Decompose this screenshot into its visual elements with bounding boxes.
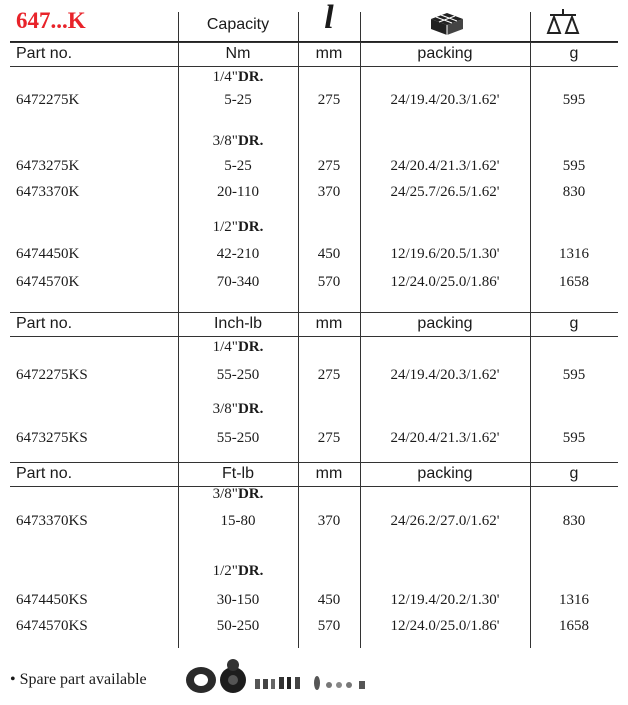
box-icon (427, 10, 467, 36)
column-divider (360, 12, 361, 42)
capacity-range: 55-250 (216, 367, 260, 383)
drive-fraction: 3/8" (212, 133, 238, 149)
drive-label: DR. (237, 133, 264, 149)
drive-label: DR. (237, 219, 264, 235)
packing-info: 24/26.2/27.0/1.62' (390, 513, 500, 529)
length-mm: 370 (317, 184, 341, 200)
capacity-range: 5-25 (224, 92, 252, 108)
weight-g: 1658 (559, 618, 589, 634)
column-divider (530, 42, 531, 312)
drive-fraction: 3/8" (212, 486, 238, 502)
weight-g: 1658 (559, 274, 589, 290)
packing-info: 12/24.0/25.0/1.86' (390, 274, 500, 290)
section-top-rule (10, 42, 618, 43)
drive-label: DR. (237, 339, 264, 355)
drive-label: DR. (237, 486, 264, 502)
length-mm: 450 (317, 592, 341, 608)
drive-size (178, 69, 298, 86)
column-header: packing (417, 45, 473, 62)
column-header: packing (417, 465, 473, 482)
column-divider (530, 12, 531, 42)
length-symbol: l (324, 0, 334, 36)
drive-size (178, 133, 298, 150)
capacity-range: 20-110 (217, 184, 259, 200)
spare-parts-icon (183, 655, 383, 697)
length-mm: 570 (317, 274, 341, 290)
part-number: 6474450KS (16, 592, 88, 608)
weight-g: 595 (562, 158, 586, 174)
column-header: Ft-lb (222, 465, 254, 482)
drive-label: DR. (237, 563, 264, 579)
column-header: mm (315, 465, 343, 482)
drive-label: DR. (237, 69, 264, 85)
column-header: Part no. (16, 465, 73, 482)
section-header-rule (10, 486, 618, 487)
scale-icon (546, 7, 580, 37)
part-number: 6474570K (16, 274, 80, 290)
column-divider (298, 42, 299, 312)
part-number: 6472275K (16, 92, 80, 108)
drive-fraction: 1/2" (212, 219, 238, 235)
length-mm: 275 (317, 158, 341, 174)
column-header: mm (315, 45, 343, 62)
column-divider (178, 12, 179, 42)
length-mm: 370 (317, 513, 341, 529)
length-mm: 570 (317, 618, 341, 634)
part-number: 6472275KS (16, 367, 88, 383)
weight-g: 830 (562, 184, 586, 200)
page-title: 647...K (16, 8, 86, 33)
column-divider (298, 12, 299, 42)
packing-info: 12/19.4/20.2/1.30' (390, 592, 500, 608)
capacity-range: 70-340 (216, 274, 260, 290)
weight-g: 595 (562, 367, 586, 383)
weight-g: 830 (562, 513, 586, 529)
capacity-range: 30-150 (216, 592, 260, 608)
length-mm: 275 (317, 92, 341, 108)
column-header: Part no. (16, 315, 73, 332)
column-header: g (569, 45, 579, 62)
drive-size (178, 486, 298, 503)
capacity-header: Capacity (206, 16, 270, 33)
spare-part-text: Spare part available (19, 671, 147, 688)
capacity-range: 5-25 (224, 158, 252, 174)
capacity-range: 15-80 (220, 513, 256, 529)
column-header: Inch-lb (213, 315, 263, 332)
section-top-rule (10, 312, 618, 313)
drive-fraction: 3/8" (212, 401, 238, 417)
weight-g: 1316 (559, 592, 589, 608)
section-header-rule (10, 66, 618, 67)
capacity-range: 42-210 (216, 246, 260, 262)
section-header-rule (10, 336, 618, 337)
part-number: 6474450K (16, 246, 80, 262)
column-header: Part no. (16, 45, 73, 62)
drive-fraction: 1/4" (212, 339, 238, 355)
column-header: g (569, 315, 579, 332)
drive-size (178, 339, 298, 356)
part-number: 6473370KS (16, 513, 88, 529)
packing-info: 24/19.4/20.3/1.62' (390, 367, 500, 383)
drive-label: DR. (237, 401, 264, 417)
drive-fraction: 1/4" (212, 69, 238, 85)
packing-info: 12/19.6/20.5/1.30' (390, 246, 500, 262)
weight-g: 595 (562, 92, 586, 108)
length-mm: 275 (317, 367, 341, 383)
drive-fraction: 1/2" (212, 563, 238, 579)
drive-size (178, 219, 298, 236)
drive-size (178, 563, 298, 580)
section-top-rule (10, 462, 618, 463)
packing-info: 12/24.0/25.0/1.86' (390, 618, 500, 634)
column-divider (360, 42, 361, 312)
column-header: mm (315, 315, 343, 332)
packing-info: 24/20.4/21.3/1.62' (390, 430, 500, 446)
part-number: 6473275K (16, 158, 80, 174)
capacity-range: 55-250 (216, 430, 260, 446)
weight-g: 1316 (559, 246, 589, 262)
column-header: packing (417, 315, 473, 332)
length-mm: 275 (317, 430, 341, 446)
length-mm: 450 (317, 246, 341, 262)
packing-info: 24/19.4/20.3/1.62' (390, 92, 500, 108)
drive-size (178, 401, 298, 418)
packing-info: 24/20.4/21.3/1.62' (390, 158, 500, 174)
column-header: Nm (225, 45, 251, 62)
spare-part-note (10, 671, 147, 689)
part-number: 6473370K (16, 184, 80, 200)
weight-g: 595 (562, 430, 586, 446)
part-number: 6474570KS (16, 618, 88, 634)
capacity-range: 50-250 (216, 618, 260, 634)
part-number: 6473275KS (16, 430, 88, 446)
column-header: g (569, 465, 579, 482)
bullet: • (10, 671, 16, 688)
packing-info: 24/25.7/26.5/1.62' (390, 184, 500, 200)
